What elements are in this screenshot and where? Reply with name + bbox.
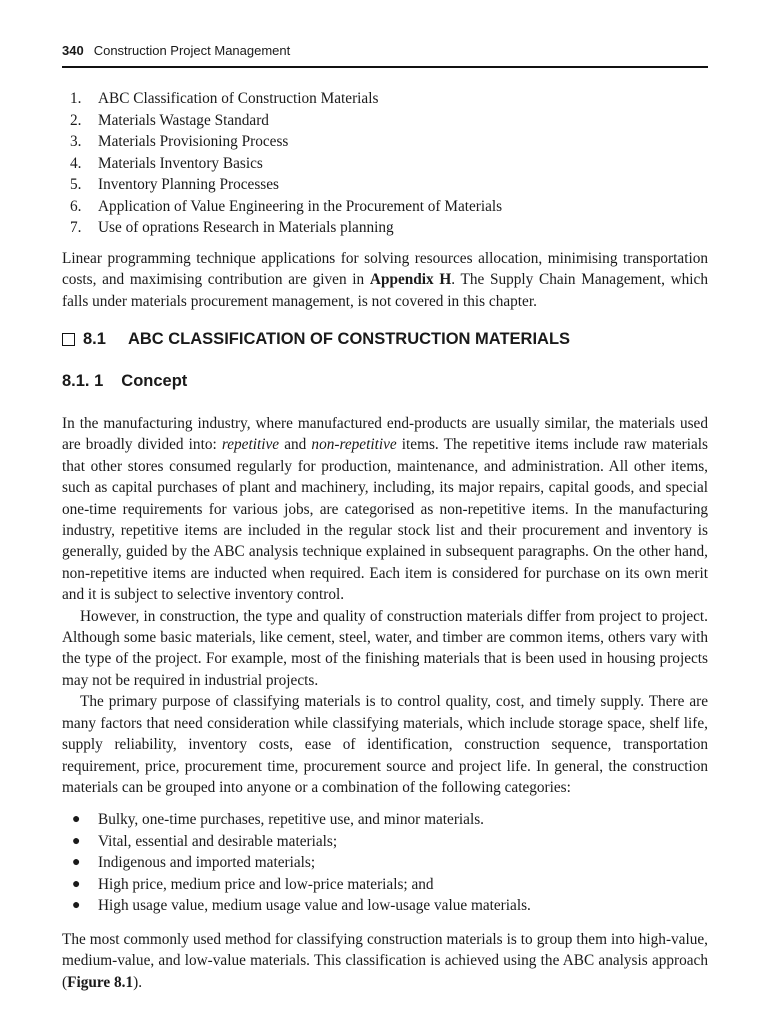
bullet-icon: ● bbox=[72, 812, 81, 827]
categories-list bbox=[72, 809, 531, 917]
list-item: ● High price, medium price and low-price materials; and bbox=[72, 874, 531, 896]
concept-paragraph-2: However, in construction, the type and quality of construction materials differ from project to project. Although some basic materials, like cement, steel, water, and timber are common items, others vary with the type of the project. For example, most of the finishing materials that is been used in housing projects may not be required in industrial projects. bbox=[62, 607, 708, 689]
section-number: 8.1 bbox=[83, 330, 106, 348]
subsection-number: 8.1. 1 bbox=[62, 372, 104, 390]
intro-paragraph: Linear programming technique applications for solving resources allocation, minimising transportation costs, and maximising contribution are given in Appendix H. The Supply Chain Management, which falls under materials procurement management, is not covered in this chapter. bbox=[62, 250, 708, 310]
book-title: Construction Project Management bbox=[93, 43, 291, 58]
list-item: 6. Application of Value Engineering in the Procurement of Materials bbox=[70, 197, 503, 215]
bullet-icon: ● bbox=[72, 898, 81, 913]
list-item: 5. Inventory Planning Processes bbox=[70, 176, 279, 193]
subsection-heading bbox=[62, 372, 187, 391]
bullet-icon: ● bbox=[72, 833, 81, 849]
concept-body bbox=[62, 413, 708, 798]
concept-paragraph-3: The primary purpose of classifying materials is to control quality, cost, and timely supply. There are many factors that need consideration while classifying materials, which include storage space, shelf life, supply reliability, inventory costs, ease of identification, construction sequence, transportation requirement, price, procurement time, procurement source and project life. In general, the construction materials can be grouped into anyone or a combination of the following categories: bbox=[62, 693, 708, 796]
list-item: ● Indigenous and imported materials; bbox=[72, 852, 531, 874]
closing-paragraph: The most commonly used method for classifying construction materials is to group them into high-value, medium-value, and low-value materials. This classification is achieved using the ABC analysis approach (Figure 8.1). bbox=[62, 931, 708, 991]
bullet-icon: ● bbox=[72, 876, 81, 892]
list-item: 7. Use of oprations Research in Materials planning bbox=[70, 219, 394, 236]
subsection-title: Concept bbox=[121, 372, 188, 390]
chapter-topics-list bbox=[70, 88, 710, 239]
appendix-reference: Appendix H bbox=[369, 271, 452, 289]
concept-paragraph-1: In the manufacturing industry, where manufactured end-products are usually similar, the materials used are broadly divided into: repetitive and non-repetitive items. The repetitive items include raw materials that other stores consumed regularly for production, maintenance, and administration. All other items, such as capital purchases of plant and machinery, including, its major repairs, capital goods, and special one-time requirements for various jobs, are categorised as non-repetitive items. In the manufacturing industry, repetitive items are included in the regular stock list and their procurement and inventory is generally, guided by the ABC analysis technique explained in subsequent paragraphs. On the other hand, non-repetitive items are inducted when required. Each item is considered for purchase on its own merit and it is subject to selective inventory control. bbox=[62, 415, 708, 604]
list-item: ● Vital, essential and desirable materials; bbox=[72, 831, 531, 853]
page-number: 340 bbox=[62, 43, 84, 58]
header-divider bbox=[62, 66, 708, 68]
running-header bbox=[62, 43, 708, 67]
list-item: ● Bulky, one-time purchases, repetitive use, and minor materials. bbox=[72, 809, 531, 831]
bullet-icon: ● bbox=[72, 855, 81, 870]
list-item: 1. ABC Classification of Construction Materials bbox=[70, 90, 379, 107]
list-item: 3. Materials Provisioning Process bbox=[70, 133, 289, 150]
checkbox-square-icon bbox=[62, 333, 75, 346]
list-item: 4. Materials Inventory Basics bbox=[70, 154, 263, 172]
list-item: 2. Materials Wastage Standard bbox=[70, 111, 269, 129]
list-item: ● High usage value, medium usage value and low-usage value materials. bbox=[72, 895, 531, 917]
section-heading bbox=[62, 330, 570, 349]
section-title: ABC CLASSIFICATION OF CONSTRUCTION MATERIALS bbox=[127, 330, 571, 348]
figure-reference: Figure 8.1 bbox=[67, 973, 134, 991]
